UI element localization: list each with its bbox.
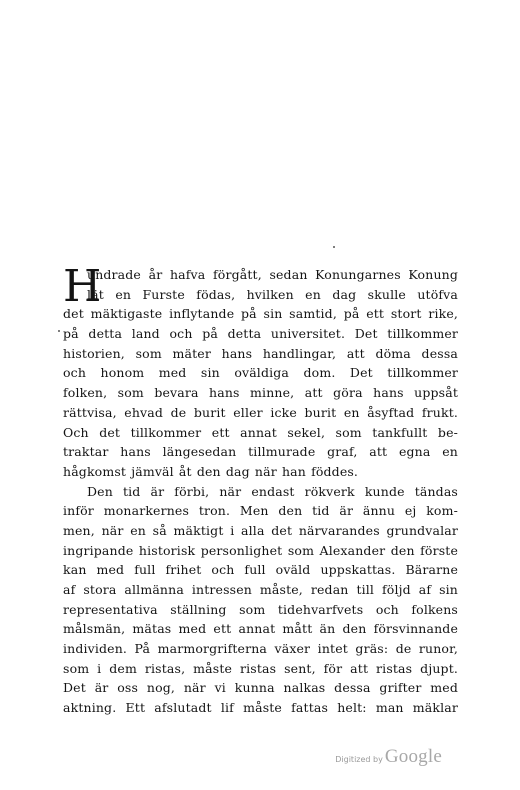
text-line-1: undrade år hafva förgått, sedan Konungarnes Konung bbox=[87, 267, 458, 282]
text-line-12: Den tid är förbi, när endast rökverk kunde tändas bbox=[87, 483, 458, 499]
google-logo-text: Google bbox=[384, 746, 442, 767]
text-line-20: individen. På marmorgrifterna växer intet gräs: de runor, bbox=[63, 641, 458, 657]
text-line-18: representativa ställning som tidehvarfvets och folkens bbox=[63, 601, 458, 617]
drop-cap-letter: H bbox=[63, 261, 102, 312]
text-line-7: folken, som bevara hans minne, att göra hans uppsåt bbox=[63, 385, 458, 401]
text-line-6: och honom med sin oväldiga dom. Det tillkommer bbox=[63, 365, 458, 381]
text-line-11: hågkomst jämväl åt den dag när han föddes. bbox=[63, 463, 359, 479]
opening-paragraph-start bbox=[63, 261, 458, 312]
text-line-17: af stora allmänna intressen måste, redan till följd af sin bbox=[63, 582, 458, 597]
text-line-2: lät en Furste födas, hvilken en dag skulle utöfva bbox=[87, 286, 458, 302]
scan-speck bbox=[58, 330, 60, 332]
google-digitized-watermark bbox=[335, 746, 442, 768]
body-text bbox=[63, 261, 458, 718]
text-line-16: kan med full frihet och full oväld uppskattas. Bärarne bbox=[63, 562, 458, 578]
text-line-21: som i dem ristas, måste ristas sent, för att ristas djupt. bbox=[63, 660, 458, 676]
text-line-3: det mäktigaste inflytande på sin samtid, på ett stort rike, bbox=[63, 306, 458, 322]
text-line-19: målsmän, mätas med ett annat mått än den försvinnande bbox=[63, 621, 458, 637]
text-line-14: men, när en så mäktigt i alla det närvarandes grundvalar bbox=[63, 522, 458, 538]
scan-speck bbox=[333, 246, 335, 248]
text-line-23: aktning. Ett afslutadt lif måste fattas helt: man mäklar bbox=[63, 700, 458, 716]
text-line-8: rättvisa, ehvad de burit eller icke burit en åsyftad frukt. bbox=[63, 404, 458, 420]
text-line-9: Och det tillkommer ett annat sekel, som tankfullt be- bbox=[63, 424, 458, 440]
text-line-13: inför monarkernes tron. Men den tid är ännu ej kom- bbox=[63, 503, 458, 519]
text-line-4: på detta land och på detta universitet. Det tillkommer bbox=[63, 326, 458, 342]
digitized-by-label: Digitized by bbox=[335, 755, 383, 764]
text-line-5: historien, som mäter hans handlingar, att döma dessa bbox=[63, 345, 458, 361]
text-line-22: Det är oss nog, när vi kunna nalkas dessa grifter med bbox=[63, 680, 458, 696]
text-line-10: traktar hans längesedan tillmurade graf, att egna en bbox=[63, 444, 458, 460]
text-line-15: ingripande historisk personlighet som Alexander den förste bbox=[63, 542, 458, 558]
